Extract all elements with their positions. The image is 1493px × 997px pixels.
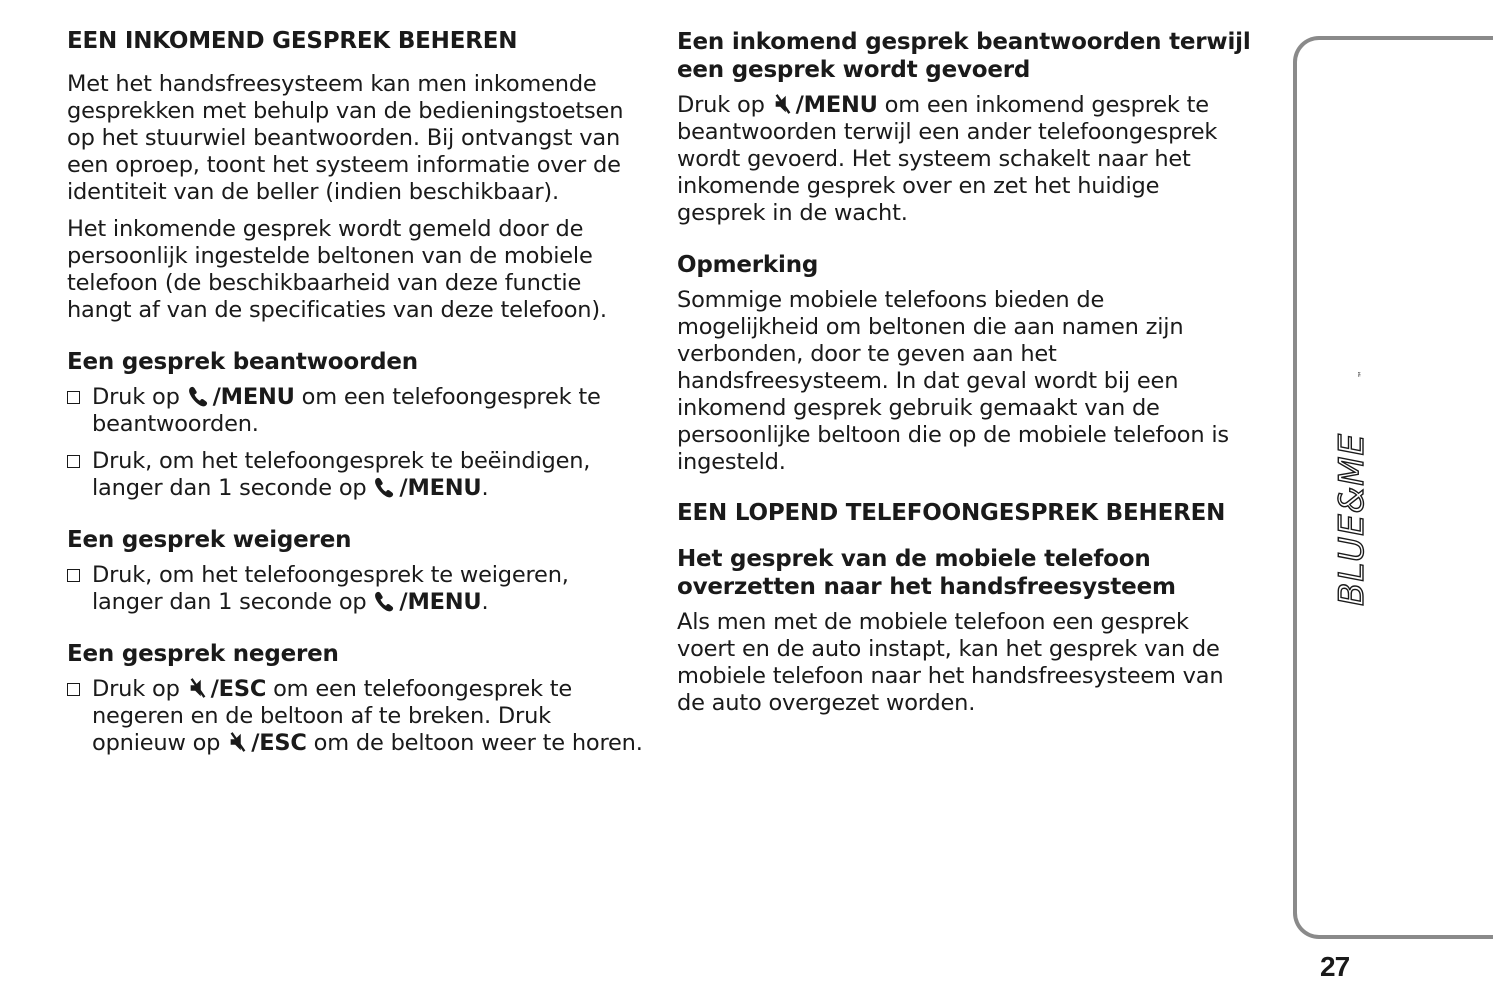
bullet-end-call: Druk, om het telefoongesprek te beëindigen, langer dan 1 seconde op /MENU. <box>67 448 645 502</box>
blue-and-me-logo <box>1332 370 1372 608</box>
side-tab-frame <box>1293 36 1493 939</box>
bullet-ignore-call: Druk op /ESC om een telefoongesprek te negeren en de beltoon af te breken. Druk opnieuw op /ESC om de beltoon weer te horen. <box>67 676 645 757</box>
heading-incoming-call: EEN INKOMEND GESPREK BEHEREN <box>67 28 518 54</box>
paragraph-intro: Met het handsfreesysteem kan men inkomende gesprekken met behulp van de bedieningstoetsen op het stuurwiel beantwoorden. Bij ontvangst van een oproep, toont het systeem informatie over de identiteit van de beller (indien beschikbaar). <box>67 71 624 205</box>
paragraph-call-waiting: Druk op /MENU om een inkomend gesprek te beantwoorden terwijl een ander telefoongesprek wordt gevoerd. Het systeem schakelt naar het inkomende gesprek over en zet het huidige gesprek in de wacht. <box>677 92 1218 226</box>
svg-text:™: ™ <box>1357 370 1366 378</box>
subheading-note: Opmerking <box>677 252 819 278</box>
mute-icon <box>187 677 209 699</box>
paragraph-ringtones: Het inkomende gesprek wordt gemeld door de persoonlijk ingestelde beltonen van de mobiele telefoon (de beschikbaarheid van deze functie hangt af van de specificaties van deze telefoon). <box>67 216 607 323</box>
paragraph-transfer: Als men met de mobiele telefoon een gesprek voert en de auto instapt, kan het gesprek van de mobiele telefoon naar het handsfreesysteem van de auto overgezet worden. <box>677 609 1224 716</box>
subheading-ignore: Een gesprek negeren <box>67 641 339 667</box>
bullet-reject-call: Druk, om het telefoongesprek te weigeren, langer dan 1 seconde op /MENU. <box>67 562 645 616</box>
mute-icon <box>227 731 249 753</box>
bullet-answer-call: Druk op /MENU om een telefoongesprek te beantwoorden. <box>67 384 645 438</box>
phone-icon <box>373 476 397 498</box>
subheading-transfer-call: Het gesprek van de mobiele telefoon overzetten naar het handsfreesysteem <box>677 546 1176 600</box>
subheading-reject: Een gesprek weigeren <box>67 527 352 553</box>
heading-active-call: EEN LOPEND TELEFOONGESPREK BEHEREN <box>677 500 1226 526</box>
page-number: 27 <box>1320 951 1350 982</box>
paragraph-note: Sommige mobiele telefoons bieden de mogelijkheid om beltonen die aan namen zijn verbonden, door te geven aan het handsfreesysteem. In dat geval wordt bij een inkomend gesprek gebruik gemaakt van de persoonlijke beltoon die op de mobiele telefoon is ingesteld. <box>677 287 1229 475</box>
phone-icon <box>187 385 211 407</box>
subheading-answer: Een gesprek beantwoorden <box>67 349 418 375</box>
bullet-square-icon <box>67 391 80 404</box>
svg-text:BLUE&ME: BLUE&ME <box>1332 433 1372 606</box>
bullet-square-icon <box>67 683 80 696</box>
mute-icon <box>772 93 794 115</box>
bullet-square-icon <box>67 569 80 582</box>
bullet-square-icon <box>67 455 80 468</box>
subheading-answer-while-calling: Een inkomend gesprek beantwoorden terwijl een gesprek wordt gevoerd <box>677 29 1251 83</box>
left-column <box>67 28 645 767</box>
right-column <box>677 28 1252 727</box>
phone-icon <box>373 590 397 612</box>
